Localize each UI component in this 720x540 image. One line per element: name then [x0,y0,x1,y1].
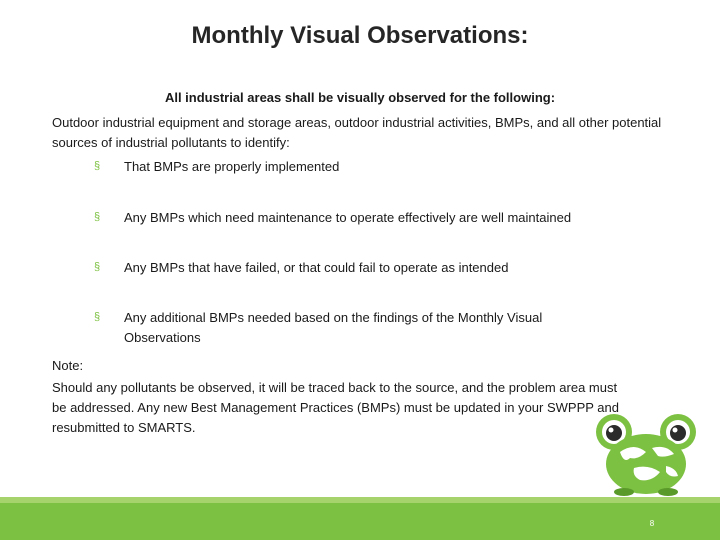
bullet-marker-icon: § [94,211,101,223]
intro-paragraph: Outdoor industrial equipment and storage areas, outdoor industrial activities, BMPs, and all other potential sources of industrial pollutants to identify: [52,115,662,150]
footer-bar [0,503,720,540]
bullet-text: Any BMPs which need maintenance to operate effectively are well maintained [124,210,572,225]
note-label: Note: [52,358,84,373]
bullet-text: Any BMPs that have failed, or that could fail to operate as intended [124,260,509,275]
note-text: Should any pollutants be observed, it will be traced back to the source, and the problem area must be addressed. Any new Best Management Practices (BMPs) must be updated in your SWPPP and resubmitted to SMARTS. [52,380,619,435]
bullet-text: That BMPs are properly implemented [124,159,340,174]
bullet-marker-icon: § [94,160,101,172]
bullet-text: Any additional BMPs needed based on the findings of the Monthly Visual Observations [124,310,543,345]
page-number: 8 [649,519,655,528]
slide-title: Monthly Visual Observations: [191,22,529,49]
bullet-item [94,208,654,228]
bullet-item [94,258,654,278]
bullet-marker-icon: § [94,311,101,323]
subheading: All industrial areas shall be visually observed for the following: [164,90,556,105]
bullet-item [94,157,654,177]
frog-globe-icon [590,412,702,496]
bullet-marker-icon: § [94,261,101,273]
bullet-item [94,308,654,348]
